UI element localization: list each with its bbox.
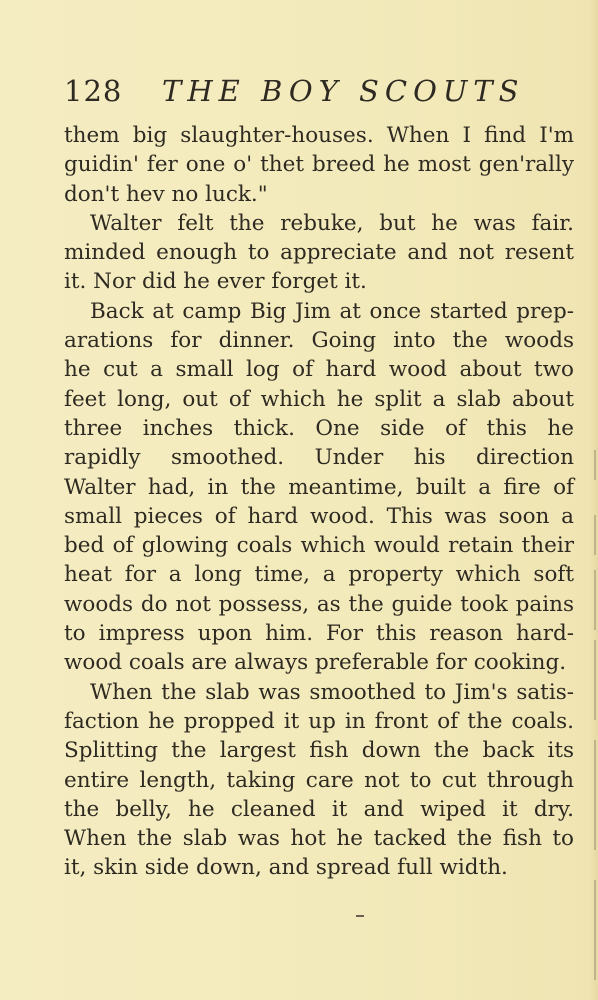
text-line: the belly, he cleaned it and wiped it dry.	[64, 796, 574, 822]
body-text	[64, 121, 574, 883]
text-line: faction he propped it up in front of the coals.	[64, 708, 574, 734]
text-line: rapidly smoothed. Under his direction	[64, 445, 574, 471]
text-line: guidin' fer one o' thet breed he most gen'rally	[64, 152, 574, 178]
page-header	[64, 74, 574, 108]
edge-mark	[594, 570, 596, 630]
text-line: Walter felt the rebuke, but he was fair.	[90, 210, 574, 236]
text-line: it. Nor did he ever forget it.	[64, 269, 367, 295]
text-line: it, skin side down, and spread full width.	[64, 855, 508, 881]
edge-mark	[594, 515, 596, 555]
text-line: bed of glowing coals which would retain their	[64, 533, 574, 559]
text-line: When the slab was smoothed to Jim's satis-	[90, 679, 574, 705]
text-line: to impress upon him. For this reason hard-	[64, 621, 574, 647]
text-line: Splitting the largest fish down the back its	[64, 738, 574, 764]
text-line: three inches thick. One side of this he	[64, 415, 574, 441]
text-line: them big slaughter-houses. When I find I'm	[64, 123, 574, 148]
text-line: small pieces of hard wood. This was soon a	[64, 503, 574, 529]
text-line: entire length, taking care not to cut through	[64, 767, 574, 793]
edge-mark	[594, 880, 596, 980]
running-head: THE BOY SCOUTS	[162, 74, 525, 108]
text-line: minded enough to appreciate and not resent	[64, 240, 574, 266]
text-line: don't hev no luck."	[64, 181, 268, 207]
print-mark	[356, 915, 364, 917]
edge-mark	[594, 450, 596, 480]
text-line: wood coals are always preferable for cooking.	[64, 650, 567, 676]
text-line: he cut a small log of hard wood about two	[64, 357, 574, 383]
text-line: arations for dinner. Going into the woods	[64, 328, 574, 354]
text-line: feet long, out of which he split a slab about	[64, 386, 574, 412]
text-line: When the slab was hot he tacked the fish to	[64, 826, 574, 852]
text-line: Back at camp Big Jim at once started prep-	[90, 298, 574, 324]
text-line: woods do not possess, as the guide took pains	[64, 591, 574, 617]
edge-mark	[594, 640, 596, 720]
page-edge	[590, 0, 598, 1000]
edge-mark	[594, 740, 596, 850]
text-line: Walter had, in the meantime, built a fire of	[64, 474, 574, 500]
page-number: 128	[64, 74, 123, 108]
text-line: heat for a long time, a property which soft	[64, 562, 574, 588]
